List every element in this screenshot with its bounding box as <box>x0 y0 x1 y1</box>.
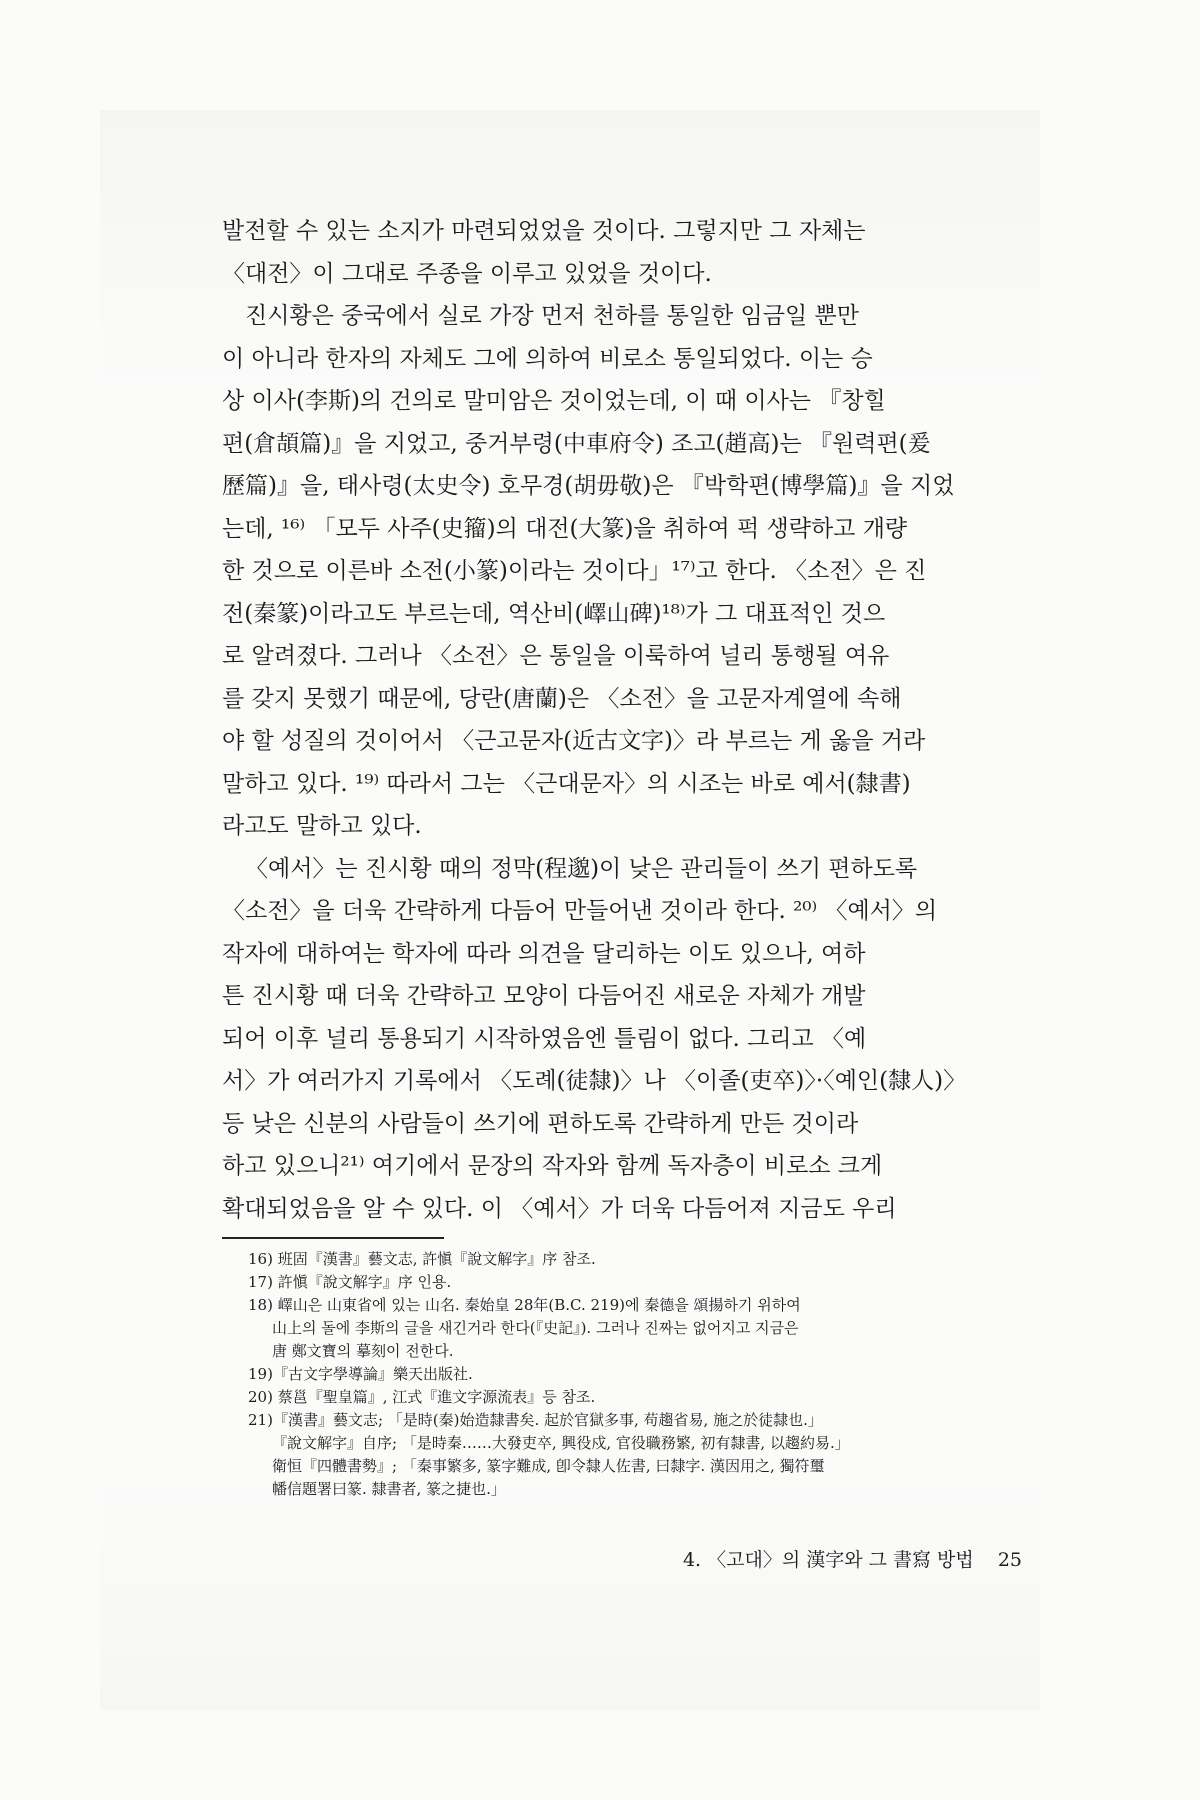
page-number: 25 <box>997 1549 1022 1571</box>
footnote-line: 16) 班固『漢書』藝文志, 許愼『說文解字』序 참조. <box>248 1250 596 1268</box>
page-footer <box>683 1545 1022 1572</box>
body-line: 등 낮은 신분의 사람들이 쓰기에 편하도록 간략하게 만든 것이라 <box>222 1110 859 1137</box>
body-line: 하고 있으니²¹⁾ 여기에서 문장의 작자와 함께 독자층이 비로소 크게 <box>222 1153 883 1179</box>
body-line: 〈소전〉을 더욱 간략하게 다듬어 만들어낸 것이라 한다. ²⁰⁾ 〈예서〉의 <box>222 898 938 924</box>
body-line: 튼 진시황 때 더욱 간략하고 모양이 다듬어진 새로운 자체가 개발 <box>222 983 866 1009</box>
body-line: 〈예서〉는 진시황 때의 정막(程邈)이 낮은 관리들이 쓰기 편하도록 <box>245 855 918 882</box>
body-line: 상 이사(李斯)의 건의로 말미암은 것이었는데, 이 때 이사는 『창힐 <box>222 388 886 414</box>
footnote-line: 衛恒『四體書勢』; 「秦事繁多, 篆字難成, 卽令隸人佐書, 曰隸字. 漢因用之, 獨符璽 <box>272 1457 825 1475</box>
footnote-line: 『說文解字』自序; 「是時秦……大發吏卒, 興役戍, 官役職務繁, 初有隸書, 以趨約易.」 <box>272 1434 850 1452</box>
body-line: 서〉가 여러가지 기록에서 〈도례(徒隸)〉나 〈이졸(吏卒)〉·〈예인(隸人)〉 <box>222 1068 967 1094</box>
body-line: 한 것으로 이른바 소전(小篆)이라는 것이다」¹⁷⁾고 한다. 〈소전〉은 진 <box>222 558 927 584</box>
running-title: 4. 〈고대〉의 漢字와 그 書寫 방법 <box>682 1549 974 1571</box>
footnote-divider <box>222 1237 444 1239</box>
body-line: 를 갖지 못했기 때문에, 당란(唐蘭)은 〈소전〉을 고문자계열에 속해 <box>222 685 902 712</box>
body-line: 진시황은 중국에서 실로 가장 먼저 천하를 통일한 임금일 뿐만 <box>245 303 859 329</box>
body-line: 발전할 수 있는 소지가 마련되었었을 것이다. 그렇지만 그 자체는 <box>222 218 866 244</box>
body-line: 되어 이후 널리 통용되기 시작하였음엔 틀림이 없다. 그리고 〈예 <box>222 1025 867 1052</box>
footnotes <box>248 1248 1028 1501</box>
body-line: 는데, ¹⁶⁾ 「모두 사주(史籀)의 대전(大篆)을 취하여 퍽 생략하고 개량 <box>222 515 908 542</box>
body-line: 이 아니라 한자의 자체도 그에 의하여 비로소 통일되었다. 이는 승 <box>222 345 873 372</box>
body-line: 로 알려졌다. 그러나 〈소전〉은 통일을 이룩하여 널리 통행될 여유 <box>222 643 890 669</box>
body-line: 라고도 말하고 있다. <box>222 813 422 839</box>
footnote-line: 17) 許愼『說文解字』序 인용. <box>248 1273 452 1291</box>
footnote-line: 唐 鄭文寶의 摹刻이 전한다. <box>272 1342 454 1360</box>
footnote-line: 19)『古文字學導論』樂天出版社. <box>248 1365 473 1383</box>
footnote-line: 20) 蔡邕『聖皇篇』, 江式『進文字源流表』등 참조. <box>248 1388 596 1406</box>
footnote-line: 幡信題署曰篆. 隸書者, 篆之捷也.」 <box>272 1480 506 1498</box>
body-text <box>222 210 1022 1230</box>
body-line: 작자에 대하여는 학자에 따라 의견을 달리하는 이도 있으나, 여하 <box>222 940 866 967</box>
body-line: 편(倉頡篇)』을 지었고, 중거부령(中車府令) 조고(趙高)는 『원력편(爰 <box>222 430 931 457</box>
body-line: 야 할 성질의 것이어서 〈근고문자(近古文字)〉라 부르는 게 옳을 거라 <box>222 728 926 754</box>
body-line: 확대되었음을 알 수 있다. 이 〈예서〉가 더욱 다듬어져 지금도 우리 <box>222 1195 897 1222</box>
body-line: 말하고 있다. ¹⁹⁾ 따라서 그는 〈근대문자〉의 시조는 바로 예서(隸書) <box>222 770 911 797</box>
body-line: 歷篇)』을, 태사령(太史令) 호무경(胡毋敬)은 『박학편(博學篇)』을 지었 <box>222 473 955 499</box>
body-line: 〈대전〉이 그대로 주종을 이루고 있었을 것이다. <box>222 260 712 287</box>
footnote-line: 18) 嶧山은 山東省에 있는 山名. 秦始皇 28年(B.C. 219)에 秦德을 頌揚하기 위하여 <box>248 1296 801 1314</box>
body-line: 전(秦篆)이라고도 부르는데, 역산비(嶧山碑)¹⁸⁾가 그 대표적인 것으 <box>222 600 886 627</box>
footnote-line: 21)『漢書』藝文志; 「是時(秦)始造隸書矣. 起於官獄多事, 苟趨省易, 施之於徒隸也.」 <box>248 1411 823 1429</box>
footnote-line: 山上의 돌에 李斯의 글을 새긴거라 한다(『史記』). 그러나 진짜는 없어지고 지금은 <box>272 1319 799 1337</box>
